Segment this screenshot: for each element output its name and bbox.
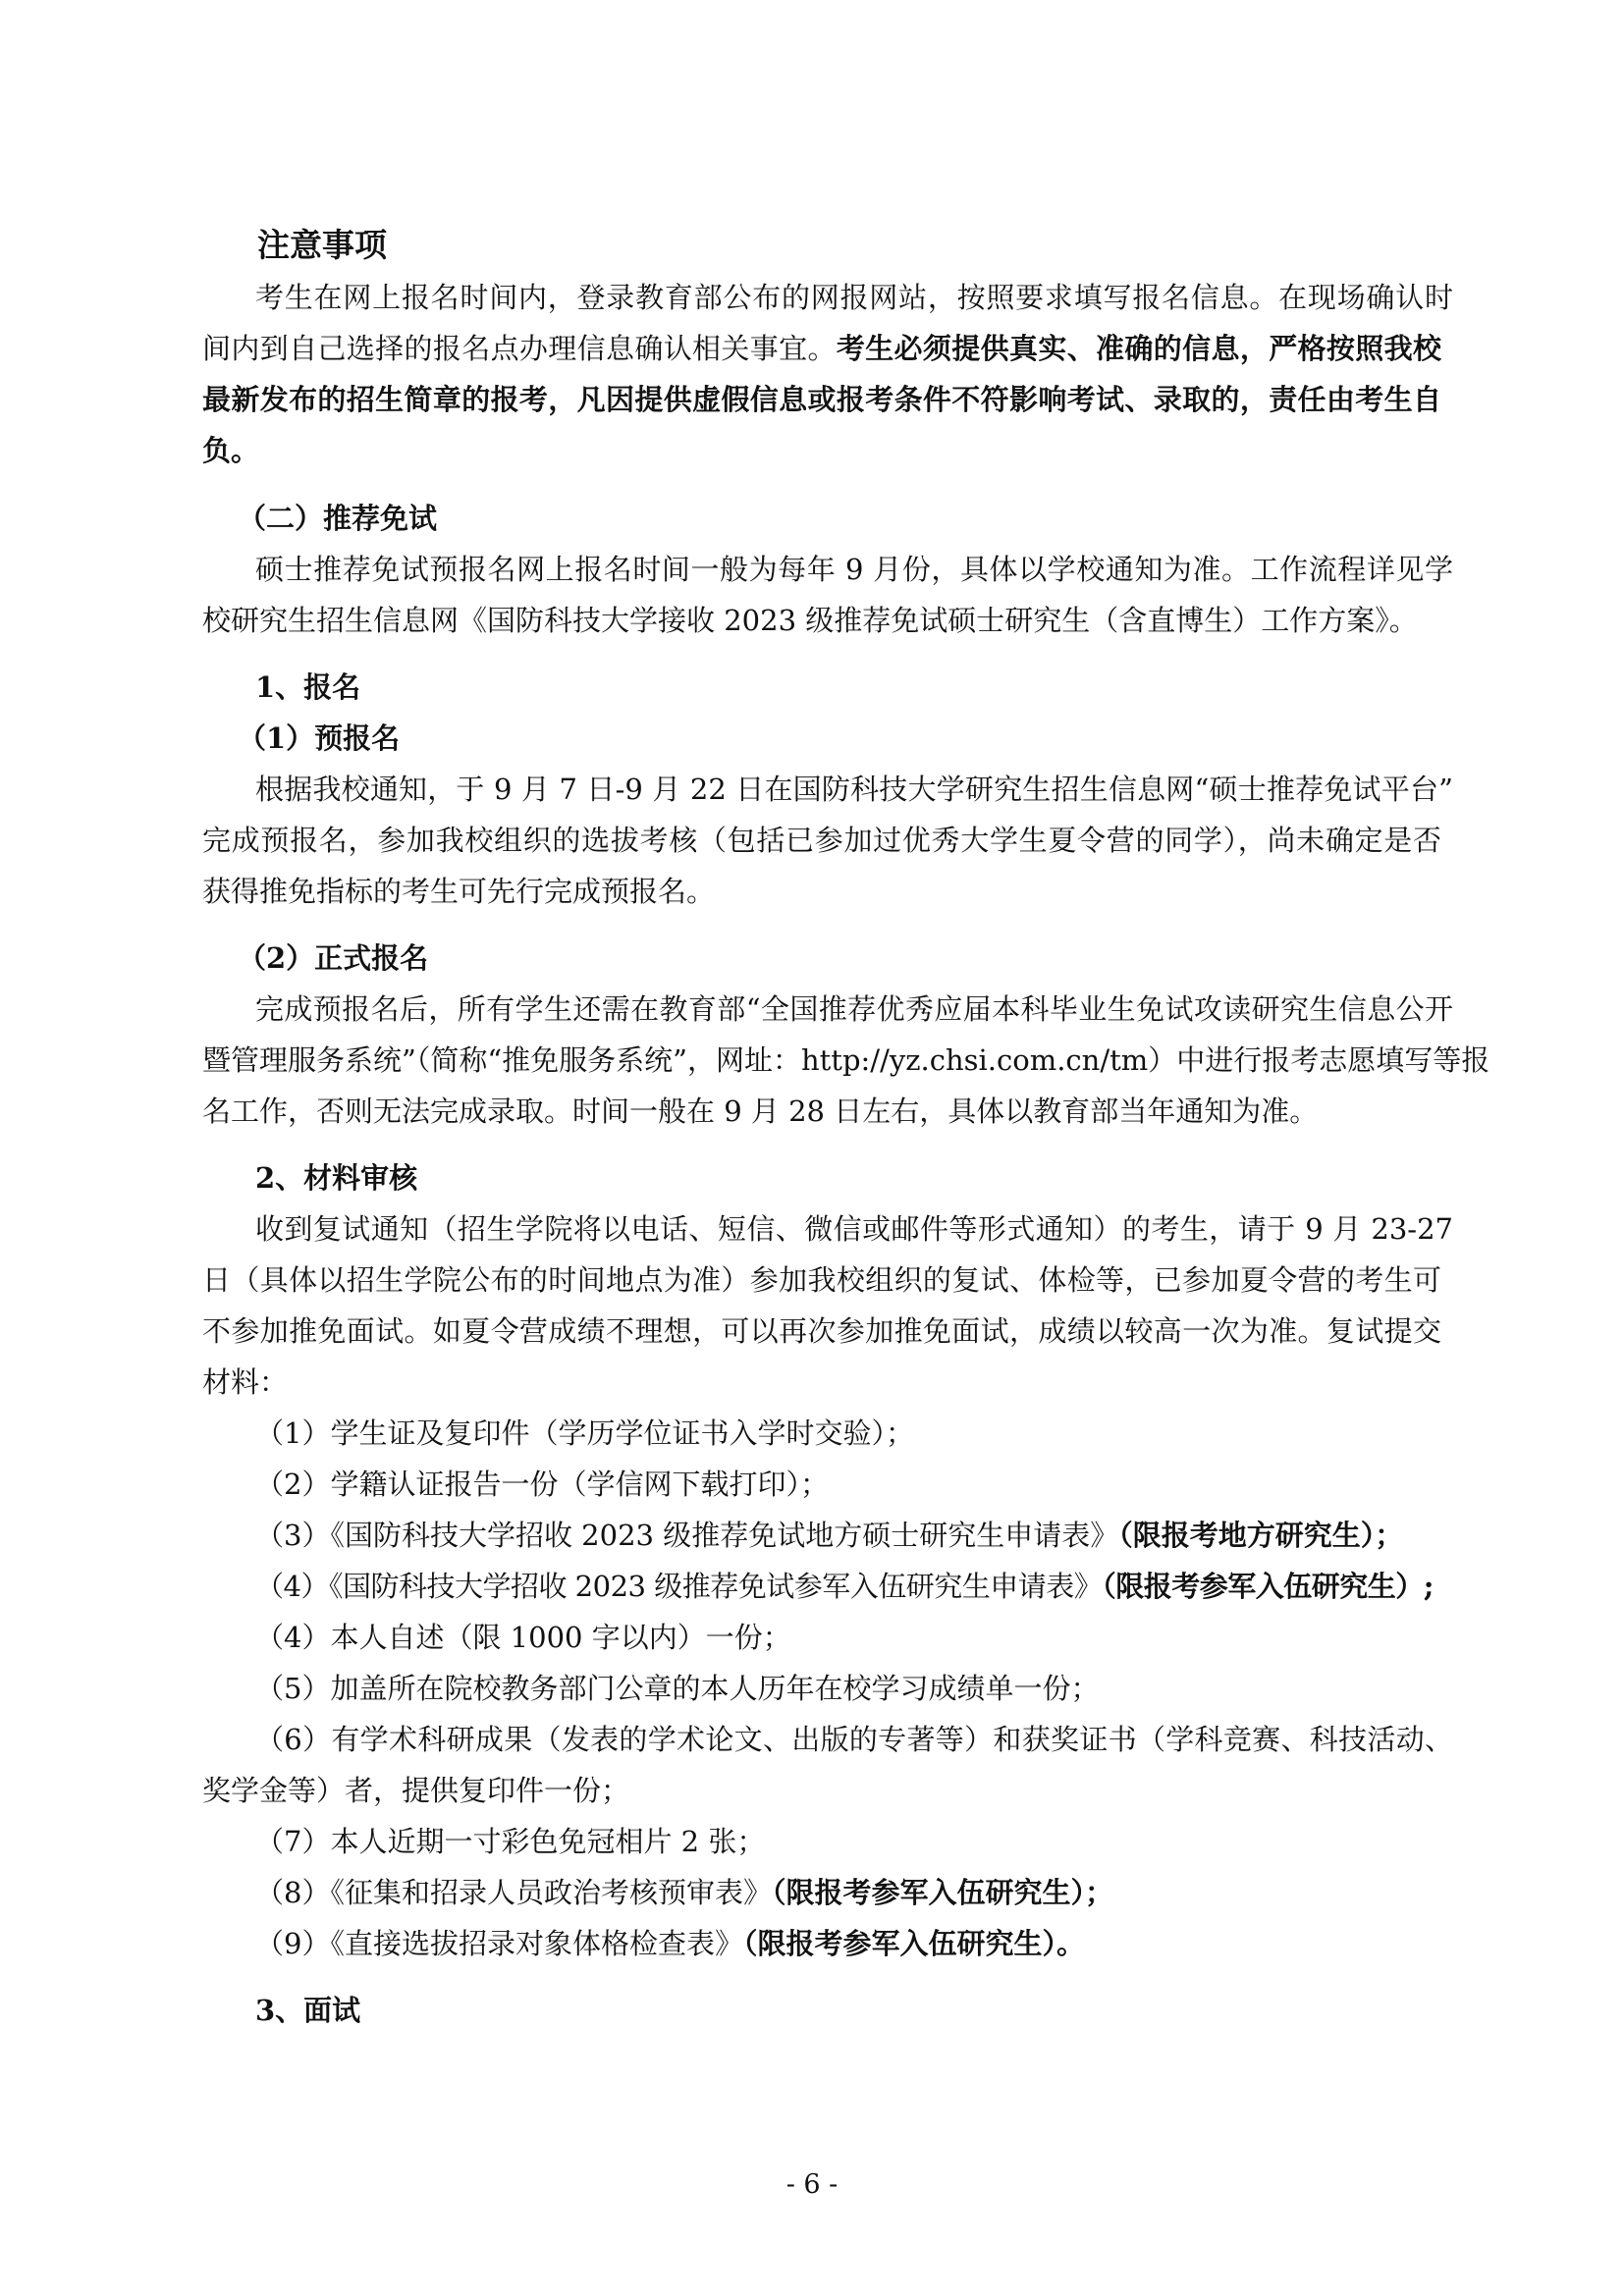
material-item: （4）本人自述（限 1000 字以内）一份； xyxy=(255,1621,791,1654)
material-item: （3）《国防科技大学招收 2023 级推荐免试地方硕士研究生申请表》（限报考地方研究生）； xyxy=(255,1519,1404,1552)
subheading-interview: 3、面试 xyxy=(255,1994,361,2027)
material-item: （5）加盖所在院校教务部门公章的本人历年在校学习成绩单一份； xyxy=(255,1672,1100,1705)
review-line-2: 日（具体以招生学院公布的时间地点为准）参加我校组织的复试、体检等，已参加夏令营的考生可 xyxy=(202,1263,1441,1297)
notice-title: 注意事项 xyxy=(257,226,387,264)
notice-line-2 xyxy=(202,329,1441,368)
intro-line-1: 硕士推荐免试预报名网上报名时间一般为每年 9 月份，具体以学校通知为准。工作流程详见学 xyxy=(255,553,1453,586)
material-item: 奖学金等）者，提供复印件一份； xyxy=(202,1774,630,1807)
subheading-material-review: 2、材料审核 xyxy=(255,1161,418,1195)
formal-reg-line-3: 名工作，否则无法完成录取。时间一般在 9 月 28 日左右，具体以教育部当年通知为准。 xyxy=(202,1095,1319,1128)
review-line-4: 材料： xyxy=(202,1365,289,1399)
pre-reg-line-2: 完成预报名，参加我校组织的选拔考核（包括已参加过优秀大学生夏令营的同学），尚未确定是否 xyxy=(202,824,1441,857)
notice-line-3: 最新发布的招生简章的报考，凡因提供虚假信息或报考条件不符影响考试、录取的，责任由考生自 xyxy=(202,383,1441,416)
section-heading-recommend: （二）推荐免试 xyxy=(238,502,438,535)
subheading-formal-registration: （2）正式报名 xyxy=(238,941,429,975)
review-line-1: 收到复试通知（招生学院将以电话、短信、微信或邮件等形式通知）的考生，请于 9 月 23-27 xyxy=(255,1212,1453,1246)
material-item: （1）学生证及复印件（学历学位证书入学时交验）； xyxy=(255,1416,914,1450)
formal-reg-line-1: 完成预报名后，所有学生还需在教育部“全国推荐优秀应届本科毕业生免试攻读研究生信息公开 xyxy=(255,992,1453,1026)
notice-line-2-normal: 间内到自己选择的报名点办理信息确认相关事宜。 xyxy=(202,332,837,365)
notice-line-1: 考生在网上报名时间内，登录教育部公布的网报网站，按照要求填写报名信息。在现场确认时 xyxy=(255,281,1453,314)
subheading-registration: 1、报名 xyxy=(255,670,361,704)
material-item: （9）《直接选拔招录对象体格检查表》（限报考参军入伍研究生）。 xyxy=(255,1927,1085,1960)
page-number: - 6 - xyxy=(785,2169,839,2200)
formal-reg-line-2: 暨管理服务系统”（简称“推免服务系统”，网址：http://yz.chsi.com.cn/tm）中进行报考志愿填写等报 xyxy=(202,1043,1490,1077)
material-item: （6）有学术科研成果（发表的学术论文、出版的专著等）和获奖证书（学科竞赛、科技活动、 xyxy=(255,1723,1453,1756)
material-item: （2）学籍认证报告一份（学信网下载打印）； xyxy=(255,1468,829,1501)
material-item: （7）本人近期一寸彩色免冠相片 2 张； xyxy=(255,1825,766,1858)
review-line-3: 不参加推免面试。如夏令营成绩不理想，可以再次参加推免面试，成绩以较高一次为准。复试提交 xyxy=(202,1314,1441,1348)
pre-reg-line-3: 获得推免指标的考生可先行完成预报名。 xyxy=(202,875,716,908)
material-item: （4）《国防科技大学招收 2023 级推荐免试参军入伍研究生申请表》（限报考参军入伍研究生）; xyxy=(255,1570,1434,1603)
subheading-pre-registration: （1）预报名 xyxy=(238,721,401,755)
intro-line-2: 校研究生招生信息网《国防科技大学接收 2023 级推荐免试硕士研究生（含直博生）工作方案》。 xyxy=(202,604,1418,637)
notice-line-2-bold: 考生必须提供真实、准确的信息，严格按照我校 xyxy=(836,332,1441,365)
material-item: （8）《征集和招录人员政治考核预审表》（限报考参军入伍研究生）； xyxy=(255,1876,1113,1909)
pre-reg-line-1: 根据我校通知，于 9 月 7 日-9 月 22 日在国防科技大学研究生招生信息网“硕士推荐免试平台” xyxy=(255,773,1453,806)
notice-line-4: 负。 xyxy=(202,434,260,467)
